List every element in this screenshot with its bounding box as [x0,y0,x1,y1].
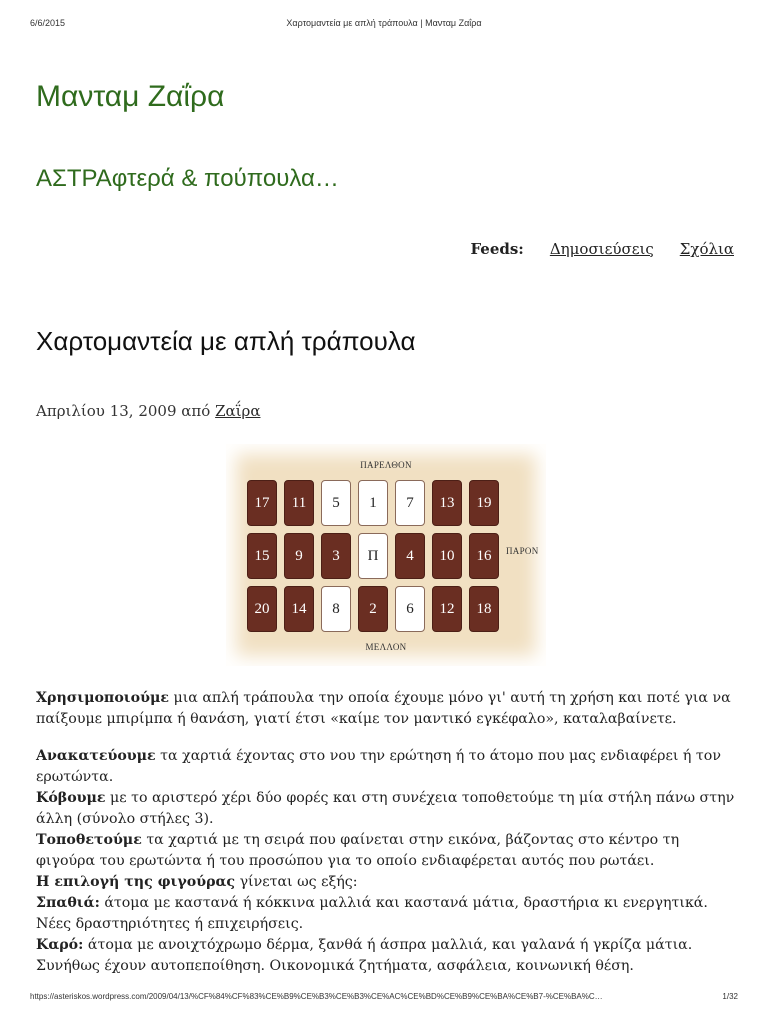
card-5: 5 [321,480,351,526]
instruction-lead: Κόβουμε [36,790,106,806]
card-18: 18 [469,586,499,632]
print-date: 6/6/2015 [30,18,66,28]
present-label: ΠΑΡΟΝ [506,546,539,556]
card-grid [247,480,499,632]
card-17: 17 [247,480,277,526]
post-meta [36,402,260,420]
card-10: 10 [432,533,462,579]
card-12: 12 [432,586,462,632]
instruction-lead: Η επιλογή της φιγούρας [36,874,236,890]
card-3: 3 [321,533,351,579]
print-page-number: 1/32 [722,992,738,1001]
paragraph-intro-lead: Χρησιμοποιούμε [36,690,169,706]
card-7: 7 [395,480,425,526]
card-15: 15 [247,533,277,579]
card-2: 2 [358,586,388,632]
instruction-lead: Τοποθετούμε [36,832,142,848]
post-author-link[interactable]: Ζαΐρα [215,402,261,420]
instruction-lead: Ανακατεύουμε [36,748,156,764]
post-date: Απριλίου 13, 2009 [36,402,177,420]
paragraph-instructions [36,746,736,977]
card-layout-figure [226,444,546,666]
card-16: 16 [469,533,499,579]
feeds-posts-link[interactable]: Δημοσιεύσεις [549,240,654,258]
print-page-title: Χαρτομαντεία με απλή τράπουλα | Μανταμ Ζαΐρα [286,18,482,28]
past-label: ΠΑΡΕΛΘΟΝ [360,460,412,470]
instruction-text: με το αριστερό χέρι δύο φορές και στη συνέχεια τοποθετούμε τη μία στήλη πάνω στην άλλη (σύνολο στήλες 3). [36,790,735,827]
card-6: 6 [395,586,425,632]
paragraph-intro [36,688,736,730]
paragraph-intro-text: μια απλή τράπουλα την οποία έχουμε μόνο γι' αυτή τη χρήση και ποτέ για να παίξουμε μπιρίμπα ή θανάση, γιατί έτσι «καίμε τον μαντικό εγκέφαλο», καταλαβαίνετε. [36,690,731,727]
feeds-label: Feeds: [470,240,524,258]
card-11: 11 [284,480,314,526]
instruction-text: τα χαρτιά με τη σειρά που φαίνεται στην εικόνα, βάζοντας στο κέντρο τη φιγούρα του ερωτώντα ή του προσώπου για το οποίο ενδιαφέρεται αυτός που ρωτάει. [36,832,680,869]
card-pi: Π [358,533,388,579]
card-1: 1 [358,480,388,526]
instruction-text: άτομα με ανοιχτόχρωμο δέρμα, ξανθά ή άσπρα μαλλιά, και γαλανά ή γκρίζα μάτια. Συνήθως έχουν αυτοπεποίθηση. Οικονομικά ζητήματα, ασφάλεια, κοινωνική θέση. [36,937,693,974]
instruction-text: τα χαρτιά έχοντας στο νου την ερώτηση ή το άτομο που μας ενδιαφέρει ή τον ερωτώντα. [36,748,721,785]
post-by: από [181,402,211,420]
card-9: 9 [284,533,314,579]
site-title-link[interactable]: Μανταμ Ζαΐρα [36,80,225,113]
instruction-text: γίνεται ως εξής: [235,874,358,890]
card-4: 4 [395,533,425,579]
card-14: 14 [284,586,314,632]
post-title: Χαρτομαντεία με απλή τράπουλα [36,326,416,356]
card-8: 8 [321,586,351,632]
card-19: 19 [469,480,499,526]
card-13: 13 [432,480,462,526]
feeds-bar [470,240,734,258]
instruction-lead: Καρό: [36,937,84,953]
print-url: https://asteriskos.wordpress.com/2009/04/13/%CF%84%CF%83%CE%B9%CE%B3%CE%B3%CE%AC%CE%BD%CE%B9%CE%BA%CE%B7-%CE%BA%C… [30,992,603,1001]
future-label: ΜΕΛΛΟΝ [365,642,407,652]
card-20: 20 [247,586,277,632]
instruction-text: άτομα με καστανά ή κόκκινα μαλλιά και καστανά μάτια, δραστήρια κι ενεργητικά. Νέες δραστηριότητες ή επιχειρήσεις. [36,895,708,932]
site-description: ΑΣΤΡΑφτερά & πούπουλα… [36,165,339,192]
feeds-comments-link[interactable]: Σχόλια [679,240,734,258]
instruction-lead: Σπαθιά: [36,895,100,911]
